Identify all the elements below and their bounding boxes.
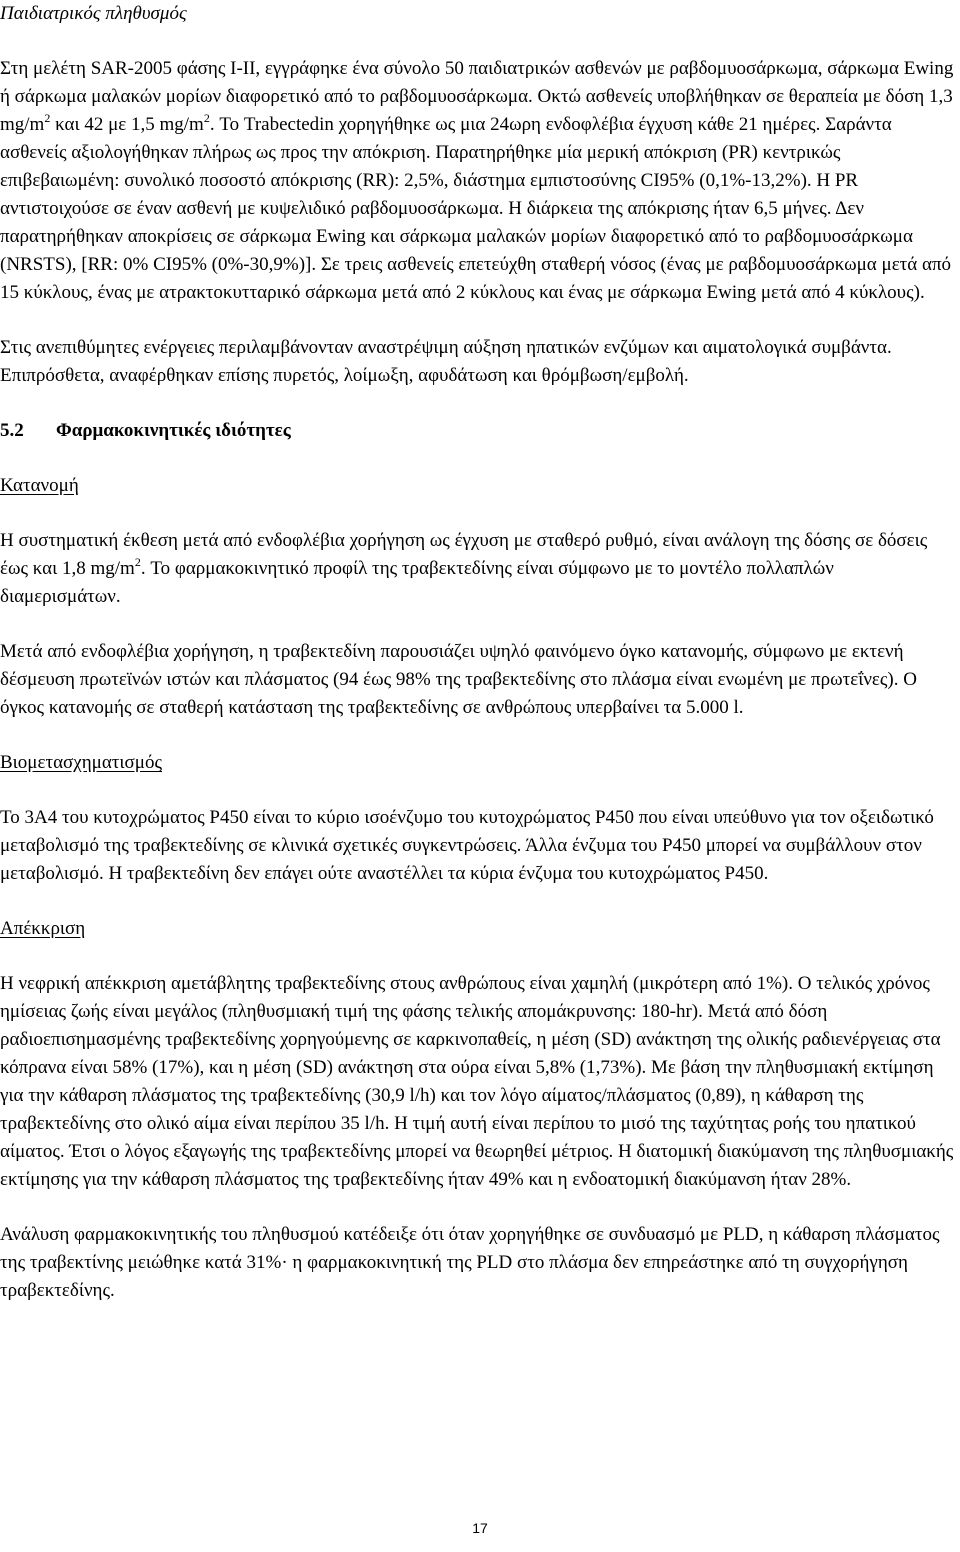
- paragraph-distribution-2: Μετά από ενδοφλέβια χορήγηση, η τραβεκτεδίνη παρουσιάζει υψηλό φαινόμενο όγκο κατανομής, σύμφωνο με εκτενή δέσμευση πρωτεϊνών ιστών και πλάσματος (94 έως 98% της τραβεκτεδίνης στο πλάσμα είναι ενωμένη με πρωτεΐνες). Ο όγκος κατανομής σε σταθερή κατάσταση της τραβεκτεδίνης σε ανθρώπους υπερβαίνει τα 5.000 l.: [0, 641, 917, 718]
- paragraph-text: και 42 με 1,5 mg/m: [50, 114, 204, 135]
- paragraph-elimination-1: Η νεφρική απέκκριση αμετάβλητης τραβεκτεδίνης στους ανθρώπους είναι χαμηλή (μικρότερη από 1%). Ο τελικός χρόνος ημίσειας ζωής είναι μεγάλος (πληθυσμιακή τιμή της φάσης τελικής απομάκρυνσης: 180-hr). Μετά από δόση ραδιοεπισημασμένης τραβεκτεδίνης χορηγούμενης σε καρκινοπαθείς, η μέση (SD) ανάκτηση της ολικής ραδιενέργειας στα κόπρανα είναι 58% (17%), και η μέση (SD) ανάκτηση στα ούρα είναι 5,8% (1,73%). Με βάση την πληθυσμιακή εκτίμηση για την κάθαρση πλάσματος της τραβεκτεδίνης (30,9 l/h) και τον λόγο αίματος/πλάσματος (0,89), η κάθαρση της τραβεκτεδίνης στο ολικό αίμα είναι περίπου 35 l/h. Η τιμή αυτή είναι περίπου το μισό της ταχύτητας ροής του ηπατικού αίματος. Έτσι ο λόγος εξαγωγής της τραβεκτεδίνης μπορεί να θεωρηθεί μέτριος. Η διατομική διακύμανση της πληθυσμιακής εκτίμησης για την κάθαρση πλάσματος της τραβεκτεδίνης ήταν 49% και η ενδοατομική διακύμανση ήταν 28%.: [0, 973, 954, 1190]
- paragraph-text: . Το Trabectedin χορηγήθηκε ως μια 24ωρη ενδοφλέβια έγχυση κάθε 21 ημέρες. Σαράντα ασθενείς αξιολογήθηκαν πλήρως ως προς την απόκριση. Παρατηρήθηκε μία μερική απόκριση (PR) κεντρικώς επιβεβαιωμένη: συνολικό ποσοστό απόκρισης (RR): 2,5%, διάστημα εμπιστοσύνης CI95% (0,1%-13,2%). Η PR αντιστοιχούσε σε έναν ασθενή με κυψελιδικό ραβδομυοσάρκωμα. Η διάρκεια της απόκρισης ήταν 6,5 μήνες. Δεν παρατηρήθηκαν αποκρίσεις σε σάρκωμα Ewing και σάρκωμα μαλακών μορίων διαφορετικό από το ραβδομυοσάρκωμα (NRSTS), [RR: 0% CI95% (0%-30,9%)]. Σε τρεις ασθενείς επετεύχθη σταθερή νόσος (ένας με ραβδομυοσάρκωμα μετά από 15 κύκλους, ένας με ατρακτοκυτταρικό σάρκωμα μετά από 2 κύκλους και ένας με σάρκωμα Ewing μετά από 4 κύκλους).: [0, 114, 952, 303]
- paragraph-text: Στη μελέτη SAR-2005 φάσης I-II, εγγράφηκε ένα σύνολο 50 παιδιατρικών ασθενών με ραβδομυοσάρκωμα, σάρκωμα Ewing ή σάρκωμα μαλακών μορίων διαφορετικό από το ραβδομυοσάρκωμα. Οκτώ ασθενείς υποβλήθηκαν σε θεραπεία με δόση 1,3 mg/m: [0, 58, 954, 135]
- paragraph-pediatric-study: [0, 55, 958, 307]
- paragraph-text: . Το φαρμακοκινητικό προφίλ της τραβεκτεδίνης είναι σύμφωνο με το μοντέλο πολλαπλών διαμερισμάτων.: [0, 558, 834, 607]
- subheading-metabolism: Βιομετασχηματισμός: [0, 752, 162, 773]
- superscript: 2: [203, 111, 210, 125]
- section-title: Παιδιατρικός πληθυσμός: [0, 3, 187, 24]
- paragraph-text: Η συστηματική έκθεση μετά από ενδοφλέβια χορήγηση ως έγχυση με σταθερό ρυθμό, είναι ανάλογη της δόσης σε δόσεις έως και 1,8 mg/m: [0, 530, 928, 579]
- section-number: 5.2: [0, 420, 24, 441]
- superscript: 2: [134, 555, 141, 569]
- superscript: 2: [44, 111, 51, 125]
- section-heading: [0, 417, 291, 445]
- paragraph-metabolism: Το 3A4 του κυτοχρώματος P450 είναι το κύριο ισοένζυμο του κυτοχρώματος P450 που είναι υπεύθυνο για τον οξειδωτικό μεταβολισμό της τραβεκτεδίνης σε κλινικά σχετικές συγκεντρώσεις. Άλλα ένζυμα του P450 μπορεί να συμβάλλουν στον μεταβολισμό. Η τραβεκτεδίνη δεν επάγει ούτε αναστέλλει τα κύρια ένζυμα του κυτοχρώματος P450.: [0, 807, 934, 884]
- paragraph-adverse-events: Στις ανεπιθύμητες ενέργειες περιλαμβάνονταν αναστρέψιμη αύξηση ηπατικών ενζύμων και αιματολογικά συμβάντα. Επιπρόσθετα, αναφέρθηκαν επίσης πυρετός, λοίμωξη, αφυδάτωση και θρόμβωση/εμβολή.: [0, 337, 892, 386]
- page-number: 17: [472, 1520, 488, 1536]
- paragraph-distribution-1: [0, 527, 958, 611]
- subheading-elimination: Απέκκριση: [0, 918, 86, 939]
- paragraph-elimination-2: Ανάλυση φαρμακοκινητικής του πληθυσμού κατέδειξε ότι όταν χορηγήθηκε σε συνδυασμό με PLD, η κάθαρση πλάσματος της τραβεκτίνης μειώθηκε κατά 31%· η φαρμακοκινητική της PLD στο πλάσμα δεν επηρεάστηκε από τη συγχορήγηση τραβεκτεδίνης.: [0, 1224, 940, 1301]
- subheading-distribution: Κατανομή: [0, 475, 79, 496]
- section-heading-title: Φαρμακοκινητικές ιδιότητες: [56, 420, 291, 441]
